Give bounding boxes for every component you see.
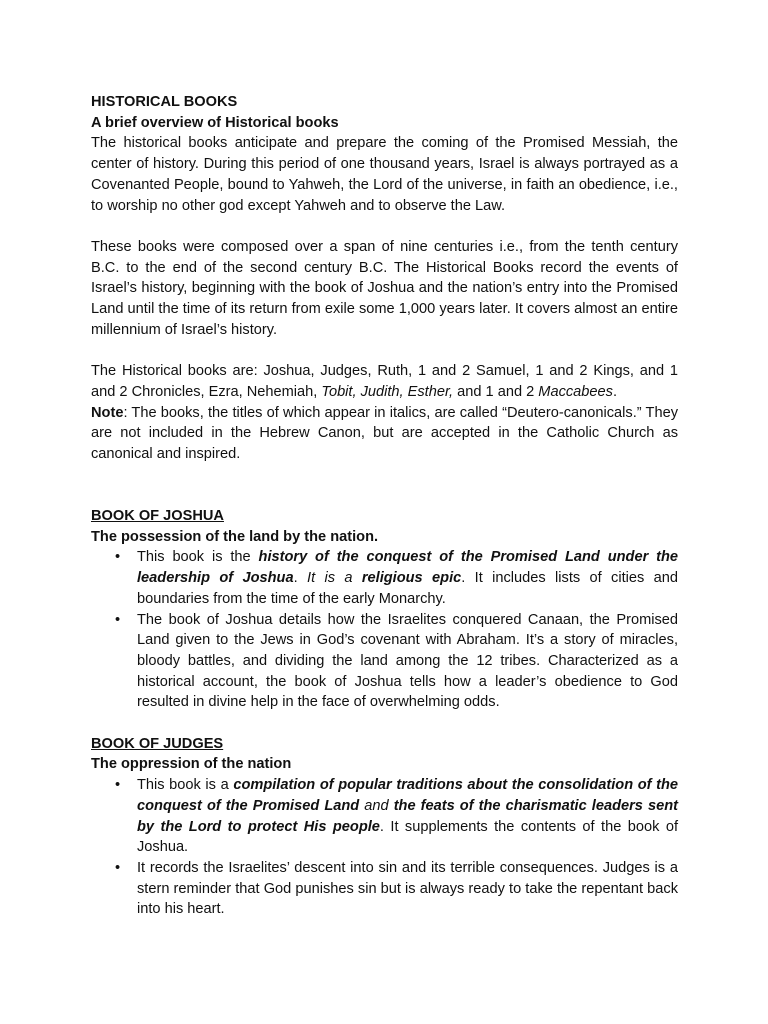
- bullet-text-emphasis: the feats of the charismatic leaders sent by the Lord to protect His people: [137, 797, 678, 835]
- bullet-icon: •: [115, 777, 121, 794]
- bullet-text: The book of Joshua details how the Israelites conquered Canaan, the Promised Land given to the Jews in God’s covenant with Abraham. It’s a story of miracles, bloody battles, and dividing the land among the 12 tribes. Characterized as a historical account, the book of Joshua tells how a leader’s obedience to God resulted in divine help in the face of overwhelming odds.: [137, 611, 678, 711]
- bullet-text: This book is a: [137, 777, 234, 794]
- book-list-text-2: and 1 and 2: [453, 383, 539, 400]
- list-item: [91, 610, 678, 714]
- note-text: : The books, the titles of which appear in italics, are called “Deutero-canonicals.” They are not included in the Hebrew Canon, but are accepted in the Catholic Church as canonical and inspired.: [91, 404, 678, 462]
- section-subtitle-joshua: The possession of the land by the nation.: [91, 528, 379, 545]
- bullet-icon: •: [115, 859, 121, 876]
- paragraph-intro: The historical books anticipate and prepare the coming of the Promised Messiah, the center of history. During this period of one thousand years, Israel is always portrayed as a Covenanted People, bound to Yahweh, the Lord of the universe, in faith an obedience, i.e., to worship no other god except Yahweh and to observe the Law.: [91, 135, 678, 214]
- bullet-icon: •: [115, 549, 121, 566]
- section-title-joshua: BOOK OF JOSHUA: [91, 508, 224, 525]
- list-item: [91, 858, 678, 920]
- bullet-text-italic: and: [359, 797, 394, 814]
- note-label: Note: [91, 404, 124, 421]
- list-item: [91, 547, 678, 609]
- book-list-italic: Tobit, Judith, Esther,: [321, 383, 454, 400]
- bullet-text-emphasis: religious epic: [361, 570, 462, 587]
- section-subtitle-overview: A brief overview of Historical books: [91, 114, 339, 131]
- bullet-text: .: [293, 570, 308, 587]
- paragraph-note: [91, 403, 678, 465]
- bullet-text: It records the Israelites’ descent into sin and its terrible consequences. Judges is a stern reminder that God punishes sin but is always ready to take the repentant back into his heart.: [137, 859, 678, 918]
- section-subtitle-judges: The oppression of the nation: [91, 756, 292, 773]
- spacer: [91, 465, 678, 506]
- book-list-end: .: [612, 383, 617, 400]
- bullet-text: . It supplements the contents of the book of Joshua.: [137, 818, 678, 856]
- bullet-text-italic: It is a: [307, 570, 362, 587]
- book-list-italic-2: Maccabees: [538, 383, 613, 400]
- paragraph-composition: These books were composed over a span of nine centuries i.e., from the tenth century B.C. to the end of the second century B.C. The Historical Books record the events of Israel’s history, beginning with the book of Joshua and the nation’s entry into the Promised Land until the time of its return from exile some 1,000 years later. It covers almost an entire millennium of Israel’s history.: [91, 238, 678, 338]
- spacer: [91, 340, 678, 361]
- spacer: [91, 713, 678, 734]
- section-title-judges: BOOK OF JUDGES: [91, 735, 224, 752]
- document-page: [91, 92, 678, 920]
- bullet-text: This book is the: [137, 549, 259, 566]
- list-item: [91, 775, 678, 858]
- joshua-bullet-list: [91, 547, 678, 713]
- bullet-icon: •: [115, 611, 121, 628]
- book-list-text: The Historical books are: Joshua, Judges, Ruth, 1 and 2 Samuel, 1 and 2 Kings, and 1 and 2 Chronicles, Ezra, Nehemiah,: [91, 363, 678, 400]
- spacer: [91, 216, 678, 237]
- bullet-text-emphasis: compilation of popular traditions about the consolidation of the conquest of the Promised Land: [137, 777, 679, 814]
- bullet-text: . It includes lists of cities and boundaries from the time of the early Monarchy.: [137, 570, 679, 607]
- paragraph-book-list: [91, 361, 678, 402]
- bullet-text-emphasis: history of the conquest of the Promised Land under the leadership of Joshua: [137, 549, 679, 587]
- judges-bullet-list: [91, 775, 678, 920]
- section-title-historical-books: HISTORICAL BOOKS: [91, 94, 238, 110]
